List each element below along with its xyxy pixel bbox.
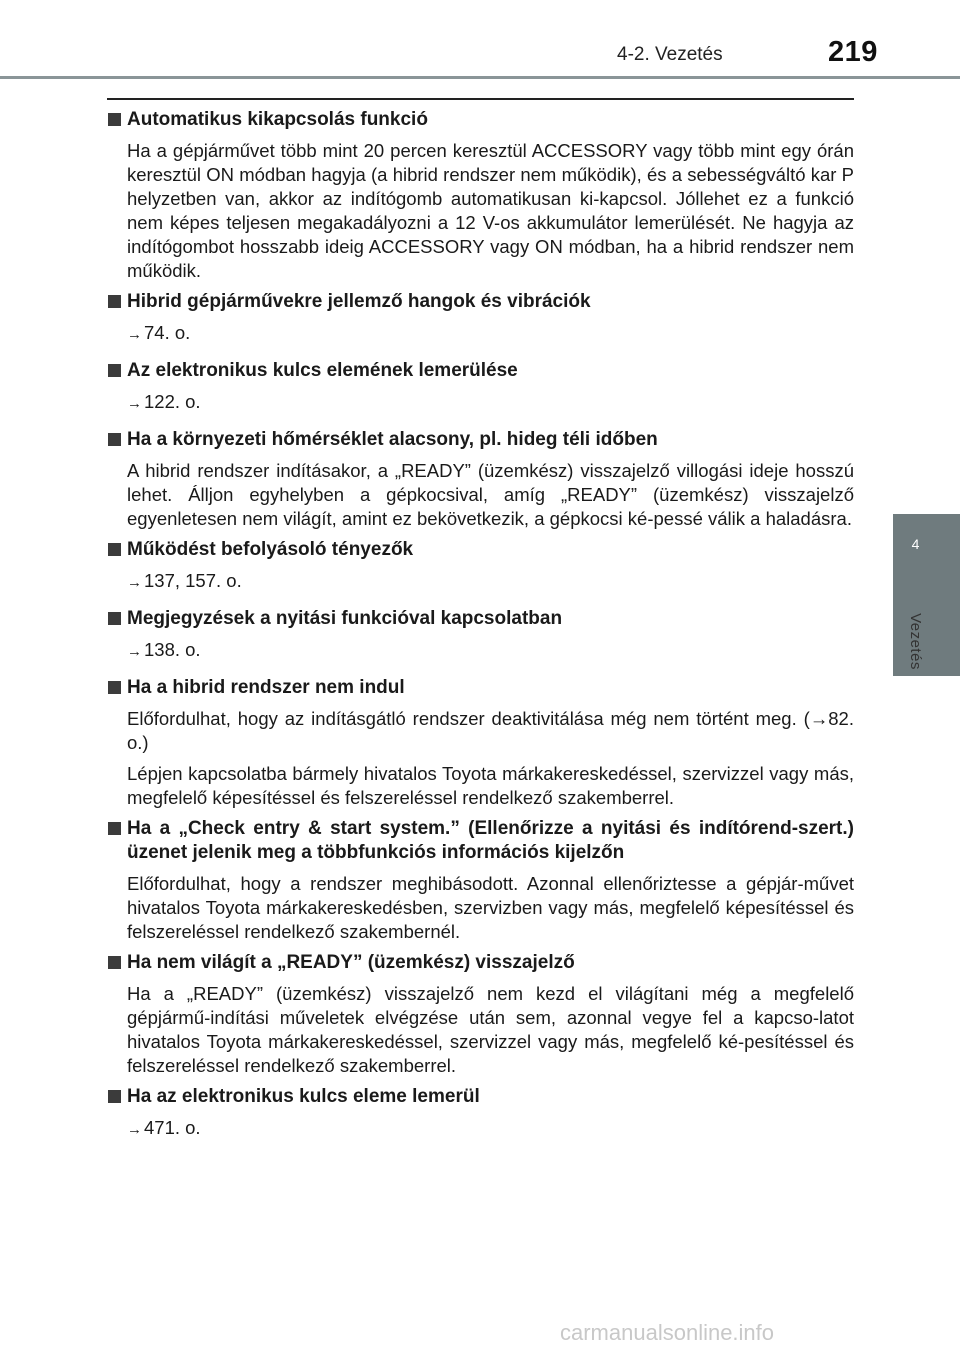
arrow-right-icon: → bbox=[127, 1121, 142, 1138]
section-heading bbox=[107, 676, 854, 700]
section-heading bbox=[107, 290, 854, 314]
section-heading bbox=[107, 359, 854, 383]
section-heading-text: Automatikus kikapcsolás funkció bbox=[127, 109, 428, 130]
watermark: carmanualsonline.info bbox=[560, 1320, 775, 1345]
section bbox=[107, 108, 854, 283]
section-paragraph: Előfordulhat, hogy a rendszer meghibásodott. Azonnal ellenőriztesse a gépjár-művet hivatalos Toyota márkakereskedésben, szervizben vagy más, megfelelő képesítéssel és felszereléssel rendelkező szakembernél. bbox=[127, 873, 854, 942]
square-bullet-icon bbox=[108, 956, 121, 969]
section-paragraph: A hibrid rendszer indításakor, a „READY” (üzemkész) visszajelző villogási ideje hosszú lehet. Álljon egyhelyben a gépkocsival, amíg „READY” (üzemkész) visszajelző egyenletesen nem világít, amint ez bekövetkezik, a gépkocsi ké-pessé válik a haladásra. bbox=[127, 460, 854, 529]
section-paragraph: Ha a gépjárművet több mint 20 percen keresztül ACCESSORY vagy több mint egy órán keresztül ON módban hagyja (a hibrid rendszer nem működik), és a sebességváltó kar P helyzetben van, akkor az indítógomb automatikusan ki-kapcsol. Jóllehet ez a funkció nem képes teljesen megakadályozni a 12 V-os akkumulátor lemerülését. Ne hagyja az indítógombot hosszabb ideig ACCESSORY vagy ON módban, ha a hibrid rendszer nem működik. bbox=[127, 140, 854, 281]
side-tab-label-text: Vezetés bbox=[907, 612, 924, 670]
section-paragraph: Előfordulhat, hogy az indításgátló rendszer deaktivitálása még nem történt meg. (→82. o.) bbox=[127, 708, 854, 753]
page-number: 219 bbox=[828, 36, 878, 68]
content-top-rule bbox=[107, 98, 854, 100]
page-reference-link[interactable] bbox=[107, 638, 854, 664]
section-heading-text: Ha nem világít a „READY” (üzemkész) visszajelző bbox=[127, 952, 575, 973]
section-heading-text: Működést befolyásoló tényezők bbox=[127, 539, 414, 560]
section-heading bbox=[107, 817, 854, 865]
arrow-right-icon: → bbox=[127, 395, 142, 412]
side-tab-number: 4 bbox=[911, 536, 920, 552]
section-heading-text: Ha a hibrid rendszer nem indul bbox=[127, 677, 405, 698]
section bbox=[107, 951, 854, 1078]
section-heading bbox=[107, 538, 854, 562]
arrow-right-icon: → bbox=[127, 574, 142, 591]
section bbox=[107, 428, 854, 531]
page-reference-text: 137, 157. o. bbox=[144, 570, 242, 591]
section-heading-text: Az elektronikus kulcs elemének lemerülése bbox=[127, 360, 518, 381]
page-reference-link[interactable] bbox=[107, 1116, 854, 1142]
section bbox=[107, 817, 854, 944]
section bbox=[107, 1085, 854, 1142]
page-reference-text: 122. o. bbox=[144, 391, 201, 412]
section-heading bbox=[107, 951, 854, 975]
page-reference-text: 74. o. bbox=[144, 322, 191, 343]
section bbox=[107, 290, 854, 347]
section-heading-text: Hibrid gépjárművekre jellemző hangok és vibrációk bbox=[127, 291, 591, 312]
page-reference-link[interactable] bbox=[107, 569, 854, 595]
square-bullet-icon bbox=[108, 543, 121, 556]
square-bullet-icon bbox=[108, 113, 121, 126]
section-heading bbox=[107, 607, 854, 631]
section-heading-text: Ha a környezeti hőmérséklet alacsony, pl. hideg téli időben bbox=[127, 429, 658, 450]
section-heading-text: Ha az elektronikus kulcs eleme lemerül bbox=[127, 1086, 480, 1107]
square-bullet-icon bbox=[108, 433, 121, 446]
side-tab-label bbox=[893, 606, 938, 676]
section bbox=[107, 538, 854, 595]
section bbox=[107, 607, 854, 664]
square-bullet-icon bbox=[108, 295, 121, 308]
arrow-right-icon: → bbox=[127, 643, 142, 660]
square-bullet-icon bbox=[108, 364, 121, 377]
section-heading bbox=[107, 1085, 854, 1109]
section-heading bbox=[107, 108, 854, 132]
page-reference-link[interactable] bbox=[107, 390, 854, 416]
section-paragraph: Lépjen kapcsolatba bármely hivatalos Toyota márkakereskedéssel, szervizzel vagy más, megfelelő képesítéssel és felszereléssel rendelkező szakemberrel. bbox=[127, 763, 854, 808]
section-heading bbox=[107, 428, 854, 452]
page-reference-text: 471. o. bbox=[144, 1117, 201, 1138]
header-rule bbox=[0, 76, 960, 79]
arrow-right-icon: → bbox=[127, 326, 142, 343]
square-bullet-icon bbox=[108, 822, 121, 835]
section-heading-text: Megjegyzések a nyitási funkcióval kapcsolatban bbox=[127, 608, 563, 629]
section-paragraph: Ha a „READY” (üzemkész) visszajelző nem kezd el világítani még a megfelelő gépjármű-indítási műveletek elvégzése után sem, azonnal vegye fel a kapcso-latot hivatalos Toyota márkakereskedéssel, szervizzel vagy más, megfelelő ké-pesítéssel és felszereléssel rendelkező szakemberrel. bbox=[127, 983, 854, 1076]
square-bullet-icon bbox=[108, 612, 121, 625]
square-bullet-icon bbox=[108, 681, 121, 694]
section bbox=[107, 359, 854, 416]
content-body bbox=[107, 108, 854, 1154]
section-heading-text: Ha a „Check entry & start system.” (Ellenőrizze a nyitási és indítórend-szert.) üzenet jelenik meg a többfunkciós információs kijelzőn bbox=[127, 818, 854, 863]
section bbox=[107, 676, 854, 810]
page-reference-text: 138. o. bbox=[144, 639, 201, 660]
page-reference-link[interactable] bbox=[107, 321, 854, 347]
square-bullet-icon bbox=[108, 1090, 121, 1103]
chapter-title: 4-2. Vezetés bbox=[617, 44, 723, 65]
